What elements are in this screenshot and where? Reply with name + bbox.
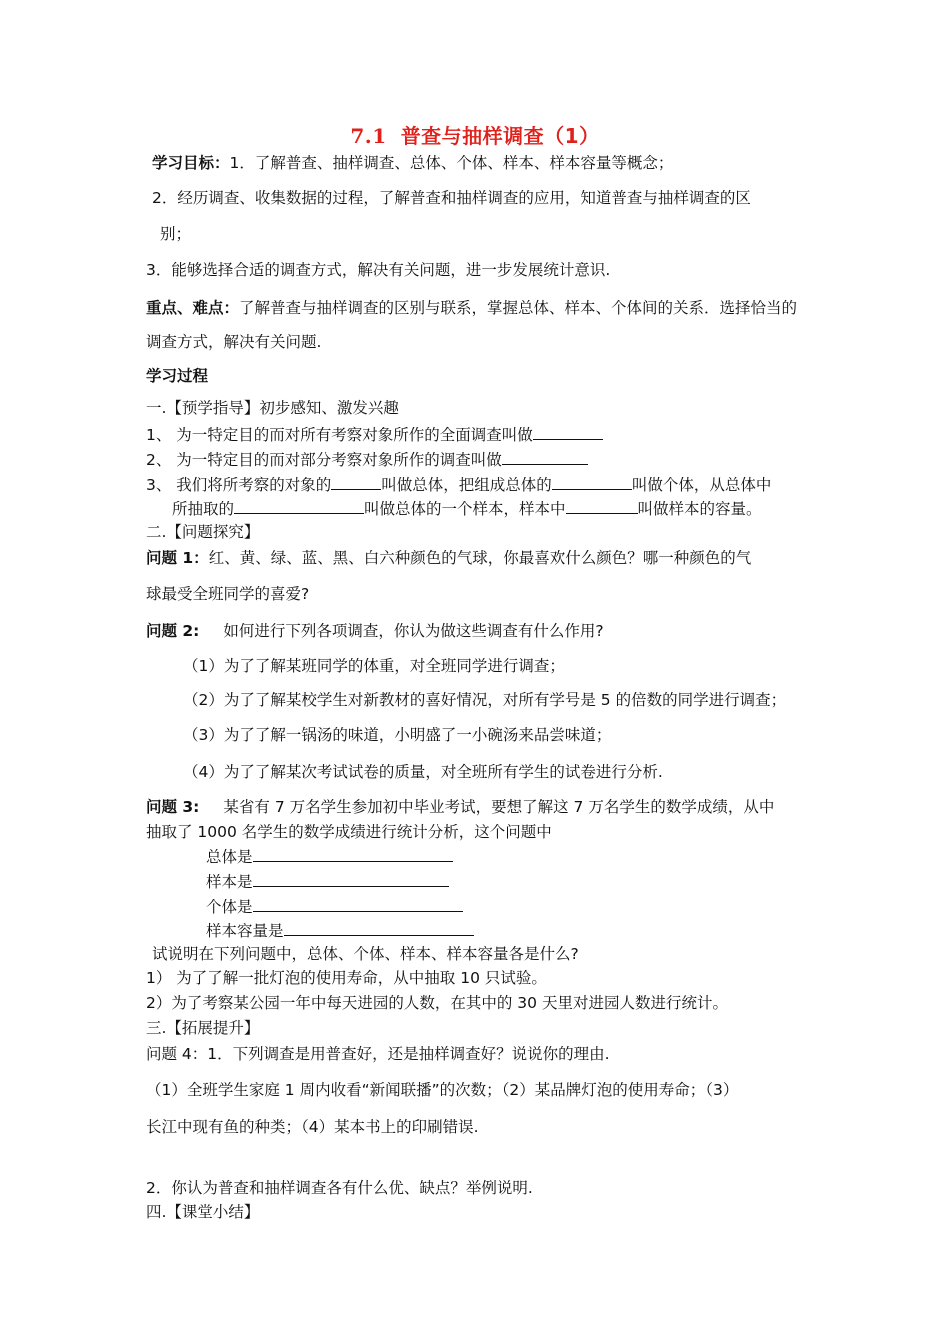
problem-3-label: 问题 3: [146,798,200,816]
problem-1-text-a: 红、黄、绿、蓝、黑、白六种颜色的气球，你最喜欢什么颜色？哪一种颜色的气 [208,549,752,567]
problem-2-label: 问题 2: [146,622,200,640]
title-text: 普查与抽样调查（1） [400,124,600,148]
fill-sample-label: 样本是 [206,873,253,891]
section1-q3-c: 叫做个体，从总体中 [631,476,772,494]
section1-q3-f: 叫做样本的容量。 [637,500,762,518]
explain-item-2: 2）为了考察某公园一年中每天进园的人数，在其中的 30 天里对进园人数进行统计。 [146,994,728,1012]
answer-blank[interactable] [234,498,364,514]
answer-blank[interactable] [331,474,381,490]
answer-blank[interactable] [502,449,588,465]
problem-4: 问题 4：1．下列调查是用普查好，还是抽样调查好？说说你的理由. [146,1045,610,1063]
problem-3-text-a: 某省有 7 万名学生参加初中毕业考试，要想了解这 7 万名学生的数学成绩，从中 [223,798,775,816]
problem-4-options-a: （1）全班学生家庭 1 周内收看“新闻联播”的次数；（2）某品牌灯泡的使用寿命；（3） [146,1081,739,1099]
key-points-label: 重点、难点： [146,299,240,317]
section1-q1-text: 1、 为一特定目的而对所有考察对象所作的全面调查叫做 [146,426,533,444]
fill-sample-size [206,920,474,941]
key-points-text-b: 调查方式，解决有关问题. [146,333,322,351]
answer-blank[interactable] [552,474,632,490]
answer-blank[interactable] [533,424,603,440]
objective-3: 3．能够选择合适的调查方式，解决有关问题，进一步发展统计意识. [146,261,611,279]
section1-q3-e: 叫做总体的一个样本，样本中 [364,500,566,518]
section1-q3-b: 叫做总体，把组成总体的 [381,476,552,494]
fill-individual [206,896,463,917]
section1-q3-line-1 [146,474,771,495]
problem-1-line-1 [146,548,751,568]
fill-population [206,846,453,867]
problem-2-line [146,621,604,641]
key-points-line-1 [146,298,797,318]
objectives-label: 学习目标： [152,154,230,172]
title-number: 7.1 [350,124,387,148]
problem-3-line-1 [146,797,774,817]
explain-item-1: 1） 为了了解一批灯泡的使用寿命，从中抽取 10 只试验。 [146,969,547,987]
problem-2-text: 如何进行下列各项调查，你认为做这些调查有什么作用? [223,622,604,640]
problem-2-item-4: （4）为了了解某次考试试卷的质量，对全班所有学生的试卷进行分析. [183,763,663,781]
section1-q2 [146,449,588,470]
answer-blank[interactable] [253,896,463,912]
problem-3-text-b: 抽取了 1000 名学生的数学成绩进行统计分析，这个问题中 [146,823,552,841]
explain-prompt: 试说明在下列问题中，总体、个体、样本、样本容量各是什么? [152,945,579,963]
section1-q2-text: 2、 为一特定目的而对部分考察对象所作的调查叫做 [146,451,502,469]
fill-sample-size-label: 样本容量是 [206,922,284,940]
objectives-line-1 [152,153,673,173]
section3-heading: 三.【拓展提升】 [146,1019,260,1037]
problem-5: 2．你认为普查和抽样调查各有什么优、缺点？举例说明. [146,1179,533,1197]
section1-q1 [146,424,603,445]
section1-q3-a: 3、 我们将所考察的对象的 [146,476,332,494]
answer-blank[interactable] [566,498,638,514]
process-heading: 学习过程 [146,367,209,385]
section4-heading: 四.【课堂小结】 [146,1203,260,1221]
problem-4-options-b: 长江中现有鱼的种类；（4）某本书上的印刷错误. [146,1118,479,1136]
fill-population-label: 总体是 [206,848,253,866]
problem-2-item-1: （1）为了了解某班同学的体重，对全班同学进行调查； [183,657,565,675]
section1-heading: 一.【预学指导】初步感知、激发兴趣 [146,399,399,417]
section2-heading: 二.【问题探究】 [146,523,260,541]
objective-1: 1．了解普查、抽样调查、总体、个体、样本、样本容量等概念； [229,154,674,172]
problem-1-label: 问题 1： [146,549,209,567]
problem-2-item-3: （3）为了了解一锅汤的味道，小明盛了一小碗汤来品尝味道； [183,726,612,744]
fill-individual-label: 个体是 [206,898,253,916]
problem-2-item-2: （2）为了了解某校学生对新教材的喜好情况，对所有学号是 5 的倍数的同学进行调查； [183,691,787,709]
answer-blank[interactable] [253,846,453,862]
answer-blank[interactable] [253,871,449,887]
section1-q3-d: 所抽取的 [172,500,235,518]
section1-q3-line-2 [172,498,762,519]
objective-2-b: 别； [160,225,192,243]
answer-blank[interactable] [284,920,474,936]
key-points-text-a: 了解普查与抽样调查的区别与联系，掌握总体、样本、个体间的关系．选择恰当的 [239,299,798,317]
page-title [0,120,950,149]
fill-sample [206,871,449,892]
objective-2-a: 2．经历调查、收集数据的过程，了解普查和抽样调查的应用，知道普查与抽样调查的区 [152,189,751,207]
problem-1-text-b: 球最受全班同学的喜爱? [146,585,310,603]
